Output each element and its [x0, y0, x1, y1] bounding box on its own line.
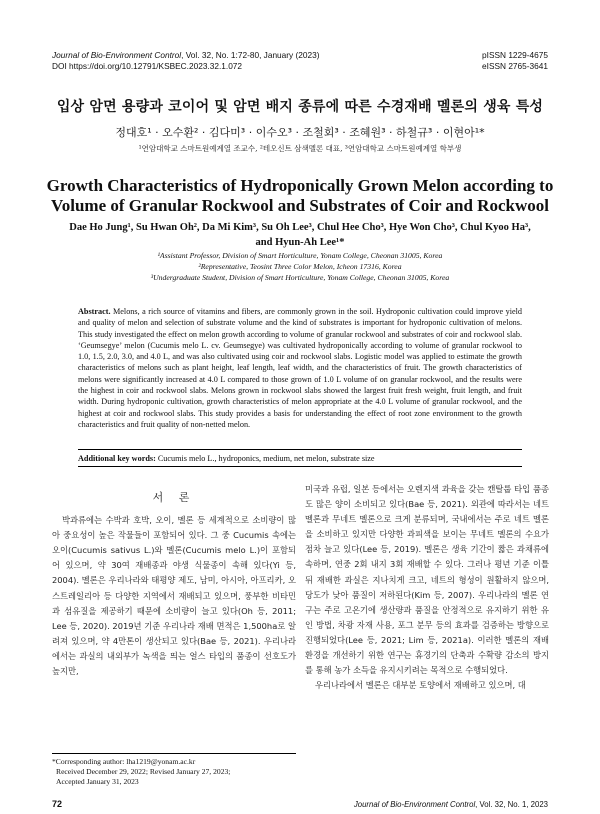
english-authors: Dae Ho Jung¹, Su Hwan Oh², Da Mi Kim³, Su Oh Lee³, Chul Hee Cho³, Hye Won Cho³, Chul Kyoo Ha³, and Hyun-Ah Lee¹*	[69, 222, 531, 248]
korean-authors: 정대호¹ · 오수환² · 김다미³ · 이수오³ · 조철회³ · 조혜원³ · 하철규³ · 이현아¹*	[115, 126, 485, 139]
keywords-text: Cucumis melo L., hydroponics, medium, net melon, substrate size	[155, 454, 375, 463]
header-eissn: eISSN 2765-3641	[482, 61, 548, 71]
english-affiliations	[60, 250, 540, 283]
english-affiliation-1: ¹Assistant Professor, Division of Smart Horticulture, Yonam College, Cheonan 31005, Korea	[157, 251, 443, 260]
header-issn	[482, 50, 548, 72]
english-affiliation-3: ³Undergraduate Student, Division of Smart Horticulture, Yonam College, Cheonan 31005, Korea	[150, 273, 450, 282]
english-affiliation-2: ²Representative, Teosint Three Color Melon, Icheon 17316, Korea	[198, 262, 402, 271]
body-column-left	[52, 482, 296, 679]
keywords	[78, 449, 522, 467]
keywords-label: Additional key words:	[78, 454, 156, 463]
header-citation	[52, 50, 320, 72]
received-dates: Received December 29, 2022; Revised January 27, 2023;	[56, 767, 231, 776]
english-title: Growth Characteristics of Hydroponically Grown Melon according to Volume of Granular Rockwool and Substrates of Coir and Rockwool	[46, 176, 554, 215]
section-title-introduction: 서 론	[152, 491, 196, 504]
abstract-label: Abstract.	[78, 307, 111, 316]
header-journal-name: Journal of Bio-Environment Control	[52, 50, 182, 60]
korean-title: 입상 암면 용량과 코이어 및 암면 배지 종류에 따른 수경재배 멜론의 생육 특성	[56, 99, 544, 115]
header-doi[interactable]: DOI https://doi.org/10.12791/KSBEC.2023.32.1.072	[52, 61, 243, 71]
header-volume-info: , Vol. 32, No. 1:72-80, January (2023)	[181, 50, 320, 60]
footnote	[52, 753, 296, 787]
footer-journal	[354, 800, 548, 809]
body-column-right	[305, 482, 549, 693]
corresponding-author: *Corresponding author: lha1219@yonam.ac.kr	[52, 757, 196, 766]
intro-paragraph: 박과류에는 수박과 호박, 오이, 멜론 등 세계적으로 소비량이 많아 중요성이 높은 작물들이 포함되어 있다. 그 중 Cucumis 속에는 오이(Cucumis sativus L.)와 멜론(Cucumis melo L.)이 포함되어 있으며, 약 30여 재배종과 야생 식물종이 속해 있다(Yi 등, 2004). 멜론은 우리나라와 태평양 제도, 남미, 아시아, 아프리카, 오스트레일리아 등 다양한 지역에서 재배되고 있으며, 풍부한 비타민과 섬유질을 제공하기 때문에 소비량이 늘고 있다(Oh 등, 2011; Lee 등, 2020). 2019년 기준 우리나라 재배 면적은 1,500ha로 알려져 있으며, 약 4만톤이 생산되고 있다(Bae 등, 2021). 우리나라에서는 과실의 내외부가 녹색을 띄는 얼스 타입의 품종이 선호도가 높지만,	[52, 515, 296, 677]
page-number: 72	[52, 799, 63, 809]
accepted-date: Accepted January 31, 2023	[56, 777, 139, 786]
footer-issue: , Vol. 32, No. 1, 2023	[475, 800, 548, 809]
footer-journal-name: Journal of Bio-Environment Control	[353, 800, 476, 809]
intro-paragraph-continued: 미국과 유럽, 일본 등에서는 오렌지색 과육을 갖는 캔탈룹 타입 품종도 많은 양이 소비되고 있다(Bae 등, 2021). 외관에 따라서는 네트 멜론과 무네트 멜론으로 크게 분류되며, 국내에서는 주로 네트 멜론을 소비하고 있지만 다양한 과피색을 보이는 무네트 멜론의 수요가 점차 늘고 있다(Lee 등, 2019). 멜론은 생육 기간이 짧은 과채류에 속하며, 연중 2회 내지 3회 재배할 수 있다. 그러나 평년 기준 이틀 뒤 재배한 과실은 지나치게 크고, 네트의 형성이 원활하지 않으며, 당도가 낮아 품질이 저하된다(Kim 등, 2007). 우리나라의 멜론 연구는 주로 고온기에 생산량과 품질을 안정적으로 유지하기 위한 유인 방법, 차광 자재 사용, 포그 분무 등의 효과를 검증하는 방향으로 진행되었다(Lee 등, 2021; Lim 등, 2021a). 이러한 멜론의 재배 환경을 개선하기 위한 연구는 휴경기의 단축과 수확량 감소의 방지를 통해 농가 소득을 유지시키려는 목적으로 수행되었다.	[305, 484, 549, 676]
intro-paragraph-next: 우리나라에서 멜론은 대부분 토양에서 재배하고 있으며, 대	[315, 680, 526, 691]
header-pissn: pISSN 1229-4675	[482, 50, 548, 60]
korean-affiliations: ¹연암대학교 스마트원예계열 조교수, ²테오신트 삼색멜론 대표, ³연암대학교 스마트원예계열 학부생	[138, 144, 462, 153]
abstract-text: Melons, a rich source of vitamins and fibers, are commonly grown in the soil. Hydroponic cultivation could improve yield and quality of melon and selection of substrate volume and the kind of substrates is important for hydroponic cultivation of melons. This study investigated the effect on melon growth according to volume of granular rockwool and substrates of coir and rockwool slab. ‘Geumsegye’ melon (Cucumis melo L. cv. Geumsegye) was cultivated hydroponically according to volume of granular rockwool to 1.0, 1.5, 2.0, 3.0, and 4.0 L, and was also cultivated using coir and rockwool slabs. Logistic model was applied to estimate the growth characteristics of melons such as plant height, leaf length, leaf width, and the characteristics of fruit. The growth characteristics of melons were significantly increased at 4.0 L compared to those grown of 1.0 L volume of on granular rockwool, and the results were the highest in coir and rockwool slabs. Melons grown in rockwool slabs showed the largest fruit fresh weight, fruit length, and fruit width. During hydroponic cultivation, growth characteristics of melon appropriate at the 4.0 L volume of granular rockwool, and the highest at coir and rockwool slabs. This study provides a basis for understanding the effect of root zone environment to the growth characteristics and fruit quality of non-netted melon.	[78, 307, 522, 429]
abstract	[78, 306, 522, 430]
